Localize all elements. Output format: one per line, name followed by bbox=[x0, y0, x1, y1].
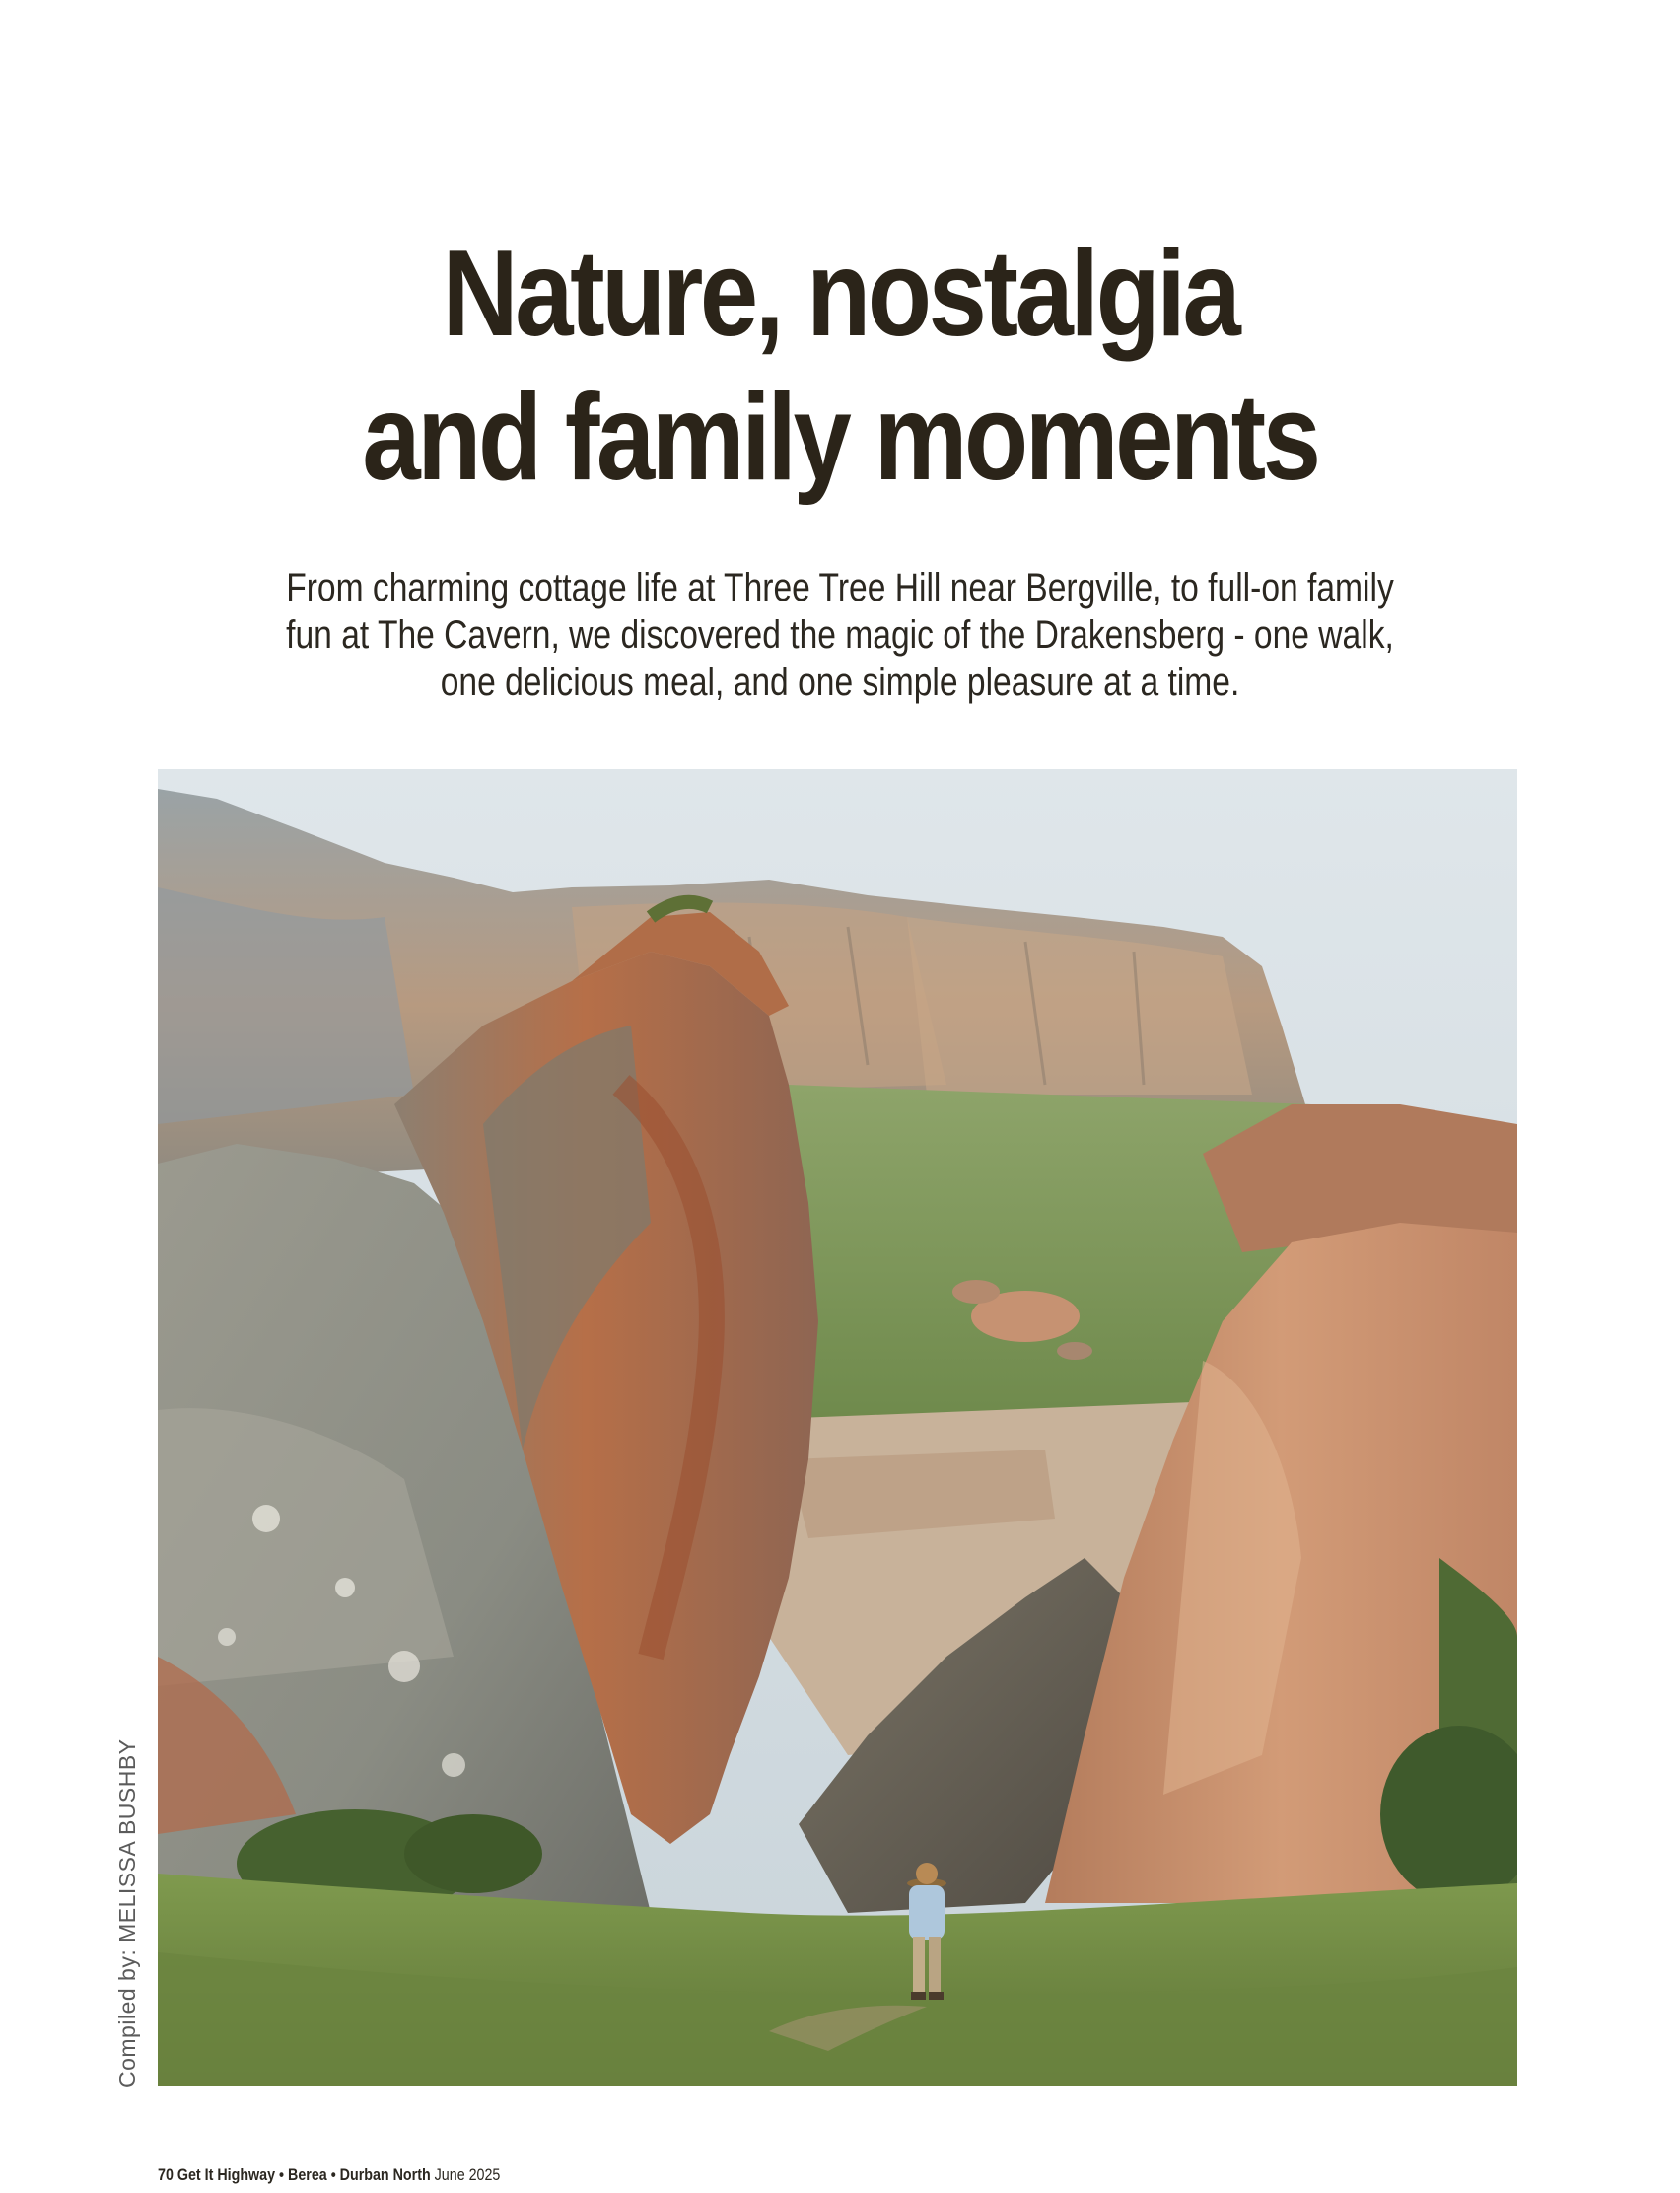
footer-area-2: Durban North bbox=[339, 2165, 431, 2184]
article-headline bbox=[117, 222, 1562, 510]
footer-separator: • bbox=[330, 2165, 336, 2184]
drakensberg-rock-photo bbox=[158, 769, 1517, 2086]
standfirst-line-3: one delicious meal, and one simple pleasure at a time. bbox=[440, 661, 1240, 704]
article-standfirst bbox=[134, 564, 1545, 706]
headline-line-1: Nature, nostalgia bbox=[442, 226, 1238, 362]
publication-name: Get It Highway bbox=[176, 2165, 276, 2184]
headline-line-2: and family moments bbox=[362, 370, 1318, 506]
page-footer bbox=[158, 2165, 500, 2185]
footer-separator: • bbox=[279, 2165, 285, 2184]
page-number: 70 bbox=[158, 2165, 174, 2184]
photo-credit: Compiled by: MELISSA BUSHBY bbox=[114, 1738, 140, 2087]
footer-area-1: Berea bbox=[288, 2165, 327, 2184]
standfirst-line-1: From charming cottage life at Three Tree Hill near Bergville, to full-on family bbox=[286, 566, 1394, 609]
standfirst-line-2: fun at The Cavern, we discovered the magic of the Drakensberg - one walk, bbox=[286, 613, 1394, 657]
issue-date: June 2025 bbox=[434, 2165, 501, 2184]
